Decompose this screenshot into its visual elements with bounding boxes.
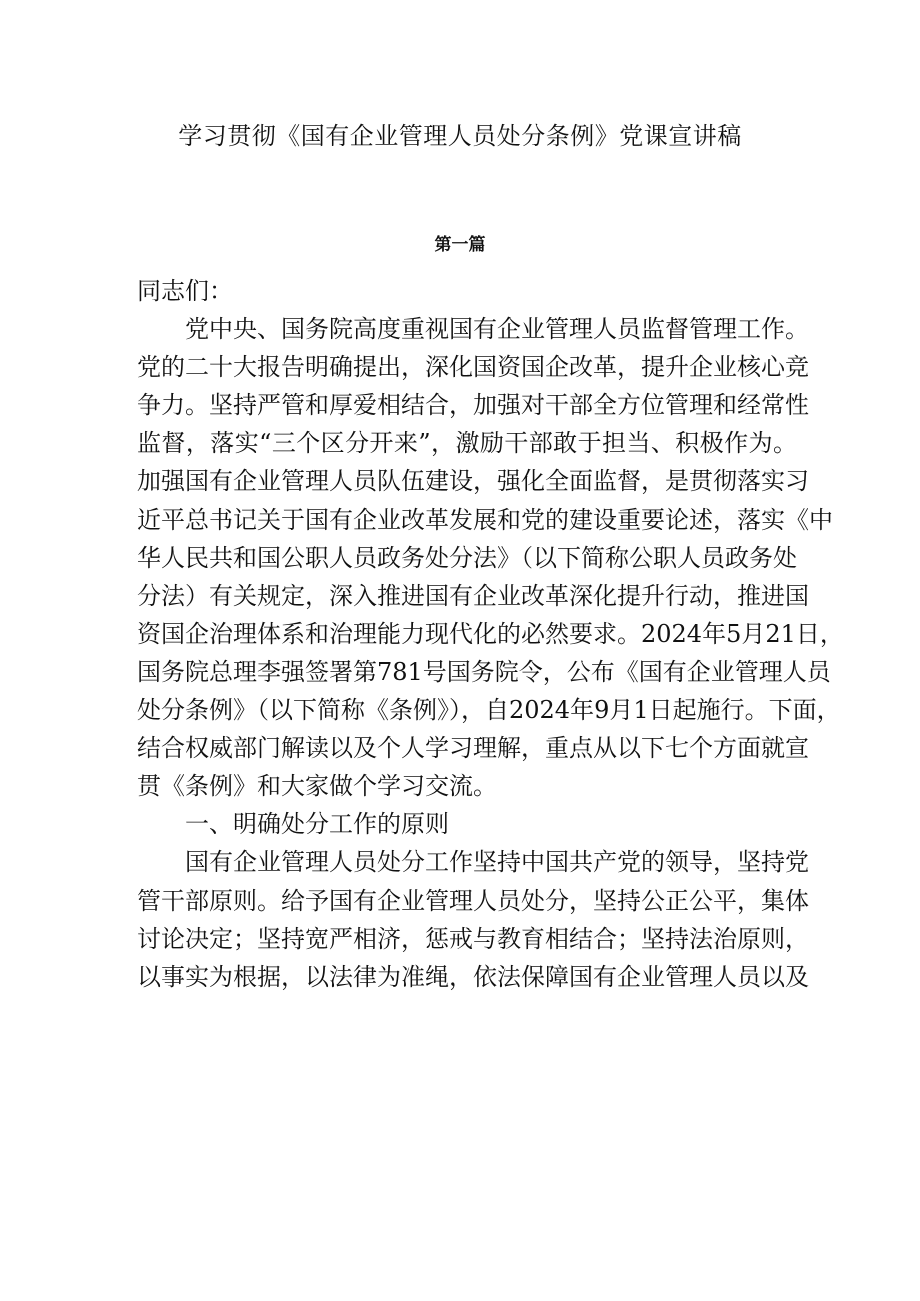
paragraph-line: 讨论决定；坚持宽严相济，惩戒与教育相结合；坚持法治原则， <box>137 924 809 953</box>
paragraph-line: 监督，落实“三个区分开来”，激励干部敢于担当、积极作为。 <box>137 429 797 458</box>
paragraph-line: 资国企治理体系和治理能力现代化的必然要求。2024年5月21日， <box>137 619 844 648</box>
paragraph-line: 国务院总理李强签署第781号国务院令，公布《国有企业管理人员 <box>137 657 831 686</box>
section-label: 第一篇 <box>434 235 486 255</box>
paragraph-line: 华人民共和国公职人员政务处分法》（以下简称公职人员政务处 <box>137 543 797 572</box>
paragraph-line: 管干部原则。给予国有企业管理人员处分，坚持公正公平，集体 <box>137 886 809 915</box>
section-heading: 一、明确处分工作的原则 <box>185 810 449 839</box>
paragraph-line: 党中央、国务院高度重视国有企业管理人员监督管理工作。 <box>185 315 809 344</box>
paragraph-line: 处分条例》（以下简称《条例》），自2024年9月1日起施行。下面， <box>137 696 841 725</box>
paragraph-line: 党的二十大报告明确提出，深化国资国企改革，提升企业核心竞 <box>137 353 809 382</box>
paragraph-line: 加强国有企业管理人员队伍建设，强化全面监督，是贯彻落实习 <box>137 467 809 496</box>
paragraph-line: 贯《条例》和大家做个学习交流。 <box>137 772 497 801</box>
paragraph-line: 以事实为根据，以法律为准绳，依法保障国有企业管理人员以及 <box>137 962 809 991</box>
paragraph-line: 分法）有关规定，深入推进国有企业改革深化提升行动，推进国 <box>137 581 809 610</box>
document-body <box>137 272 844 996</box>
paragraph-line: 争力。坚持严管和厚爱相结合，加强对干部全方位管理和经常性 <box>137 391 809 420</box>
paragraph-line: 结合权威部门解读以及个人学习理解，重点从以下七个方面就宣 <box>137 734 809 763</box>
document-title: 学习贯彻《国有企业管理人员处分条例》党课宣讲稿 <box>178 122 742 150</box>
paragraph-line: 近平总书记关于国有企业改革发展和党的建设重要论述，落实《中 <box>137 505 833 534</box>
salutation: 同志们： <box>137 277 233 305</box>
paragraph-line: 国有企业管理人员处分工作坚持中国共产党的领导，坚持党 <box>185 848 809 877</box>
